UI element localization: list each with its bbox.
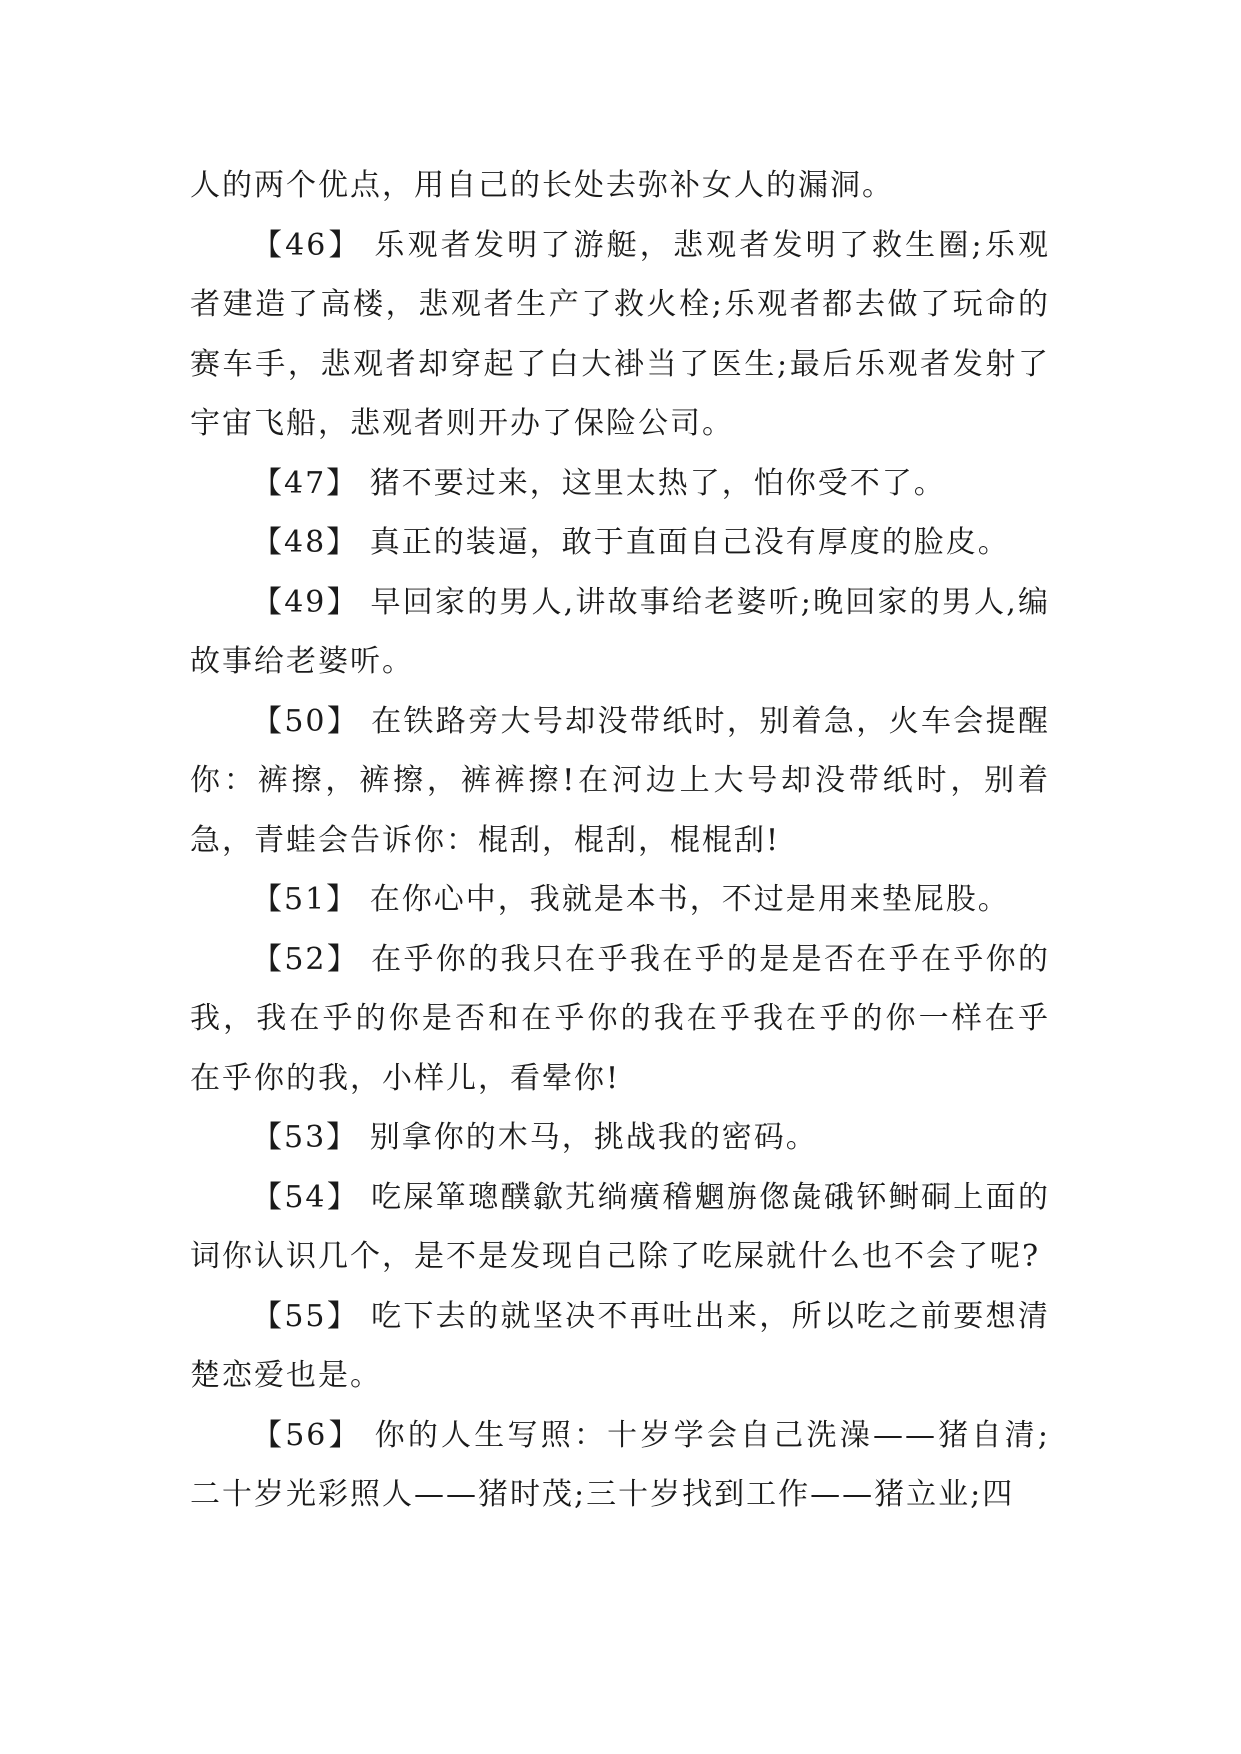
paragraph-53: 【53】 别拿你的木马，挑战我的密码。 <box>252 1120 818 1155</box>
paragraph-55: 【55】 吃下去的就坚决不再吐出来，所以吃之前要想清楚恋爱也是。 <box>190 1298 1050 1393</box>
paragraph-47: 【47】 猪不要过来，这里太热了，怕你受不了。 <box>252 465 946 501</box>
paragraph-46: 【46】 乐观者发明了游艇，悲观者发明了救生圈;乐观者建造了高楼，悲观者生产了救火栓;乐观者都去做了玩命的赛车手，悲观者却穿起了白大褂当了医生;最后乐观者发射了宇宙飞船，悲观者则开办了保险公司。 <box>190 227 1050 441</box>
paragraph-49: 【49】 早回家的男人,讲故事给老婆听;晚回家的男人,编故事给老婆听。 <box>190 584 1050 679</box>
paragraph-48: 【48】 真正的装逼，敢于直面自己没有厚度的脸皮。 <box>252 525 1010 560</box>
paragraph-continuation: 人的两个优点，用自己的长处去弥补女人的漏洞。 <box>190 168 894 203</box>
document-body <box>190 156 1050 1525</box>
paragraph-52: 【52】 在乎你的我只在乎我在乎的是是否在乎在乎你的我，我在乎的你是否和在乎你的我在乎我在乎的你一样在乎在乎你的我，小样儿，看晕你! <box>190 941 1050 1096</box>
paragraph-51: 【51】 在你心中，我就是本书，不过是用来垫屁股。 <box>252 882 1010 917</box>
paragraph-56: 【56】 你的人生写照：十岁学会自己洗澡——猪自清;二十岁光彩照人——猪时茂;三十岁找到工作——猪立业;四 <box>190 1417 1050 1512</box>
paragraph-54: 【54】 吃屎箪璁醭歙艽绱癀稽魍旃偬彘硪钚鲥硐上面的词你认识几个，是不是发现自己除了吃屎就什么也不会了呢? <box>190 1179 1050 1274</box>
paragraph-50: 【50】 在铁路旁大号却没带纸时，别着急，火车会提醒你：裤擦，裤擦，裤裤擦!在河边上大号却没带纸时，别着急，青蛙会告诉你：棍刮，棍刮，棍棍刮! <box>190 703 1050 858</box>
